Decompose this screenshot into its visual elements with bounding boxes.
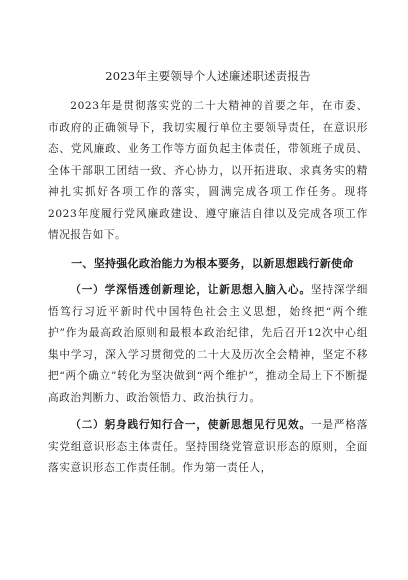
section-1-sub-1-heading: （一）学深悟透创新理论，让新思想入脑入心。 [70, 284, 311, 296]
section-1-sub-2-heading: （二）躬身践行知行合一，使新思想见行见效。 [70, 419, 311, 431]
document-title: 2023年主要领导个人述廉述职述责报告 [105, 69, 311, 83]
intro-paragraph: 2023年是贯彻落实党的二十大精神的首要之年，在市委、市政府的正确领导下，我切实履行单位主要领导责任，在意识形态、党风廉政、业务工作等方面负起主体责任，带领班子成员、全体干部职工团结一致、齐心协力，以开拓进取、求真务实的精神扎实抓好各项工作的落实，圆满完成各项工作任务。现将2023年度履行党风廉政建设、遵守廉洁自律以及完成各项工作情况报告如下。 [48, 100, 368, 241]
section-1-sub-2-paragraph [48, 415, 368, 480]
section-1-sub-1-body: 坚持深学细悟笃行习近平新时代中国特色社会主义思想，始终把“两个维护”作为最高政治原则和最根本政治纪律，先后召开12次中心组集中学习，深入学习贯彻党的二十大及历次全会精神，坚定不移把“两个确立”转化为坚决做到“两个维护”，推动全局上下不断提高政治判断力、政治领悟力、政治执行力。 [48, 284, 368, 404]
section-1-sub-1-paragraph [48, 280, 368, 409]
section-1-heading: 一、坚持强化政治能力为根本要务，以新思想践行新使命 [71, 256, 354, 270]
section-1-sub-2-body: 一是严格落实党组意识形态主体责任。坚持围绕党管意识形态的原则，全面落实意识形态工作责任制。作为第一责任人， [48, 419, 368, 474]
